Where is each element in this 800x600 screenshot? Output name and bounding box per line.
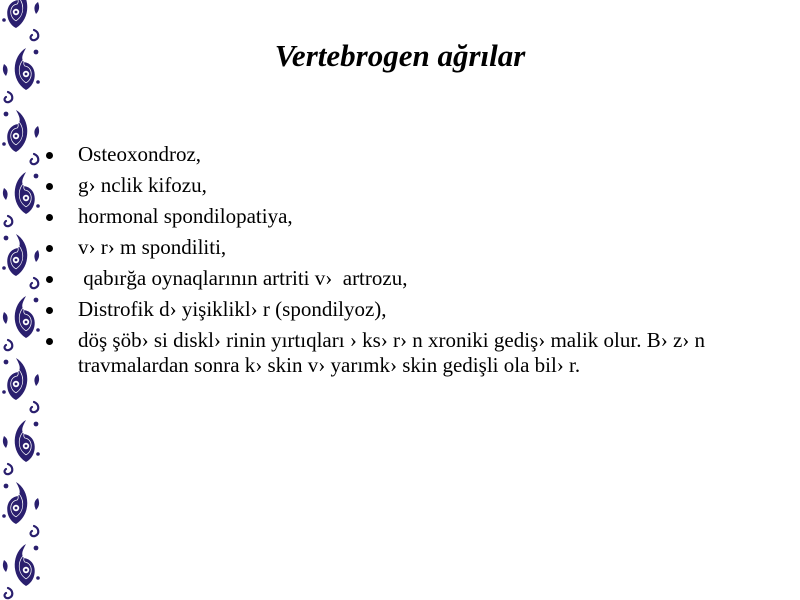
bullet-text: v› r› m spondiliti,	[78, 235, 227, 259]
bullet-list	[46, 142, 762, 384]
bullet-dot-icon	[46, 276, 53, 283]
bullet-text: g› nclik kifozu,	[78, 173, 207, 197]
slide-title: Vertebrogen ağrılar	[274, 38, 526, 73]
list-item	[46, 142, 762, 167]
list-item	[46, 297, 762, 322]
bullet-text: döş şöb› si diskl› rinin yırtıqları › ks› r› n xroniki gediş› malik olur. B› z› n travmalardan sonra k› skin v› yarımk› skin gedişli ola bil› r.	[78, 328, 706, 377]
paisley-ornament-icon	[0, 0, 42, 600]
list-item	[46, 328, 762, 378]
list-item	[46, 204, 762, 229]
list-item	[46, 266, 762, 291]
bullet-dot-icon	[46, 183, 53, 190]
bullet-dot-icon	[46, 245, 53, 252]
bullet-text: Distrofik d› yişiklikl› r (spondilyoz),	[78, 297, 387, 321]
bullet-dot-icon	[46, 152, 53, 159]
list-item	[46, 235, 762, 260]
bullet-dot-icon	[46, 307, 53, 314]
bullet-text: qabırğa oynaqlarının artriti v› artrozu,	[78, 266, 408, 290]
bullet-text: Osteoxondroz,	[78, 142, 202, 166]
bullet-text: hormonal spondilopatiya,	[78, 204, 293, 228]
bullet-dot-icon	[46, 338, 53, 345]
list-item	[46, 173, 762, 198]
bullet-dot-icon	[46, 214, 53, 221]
